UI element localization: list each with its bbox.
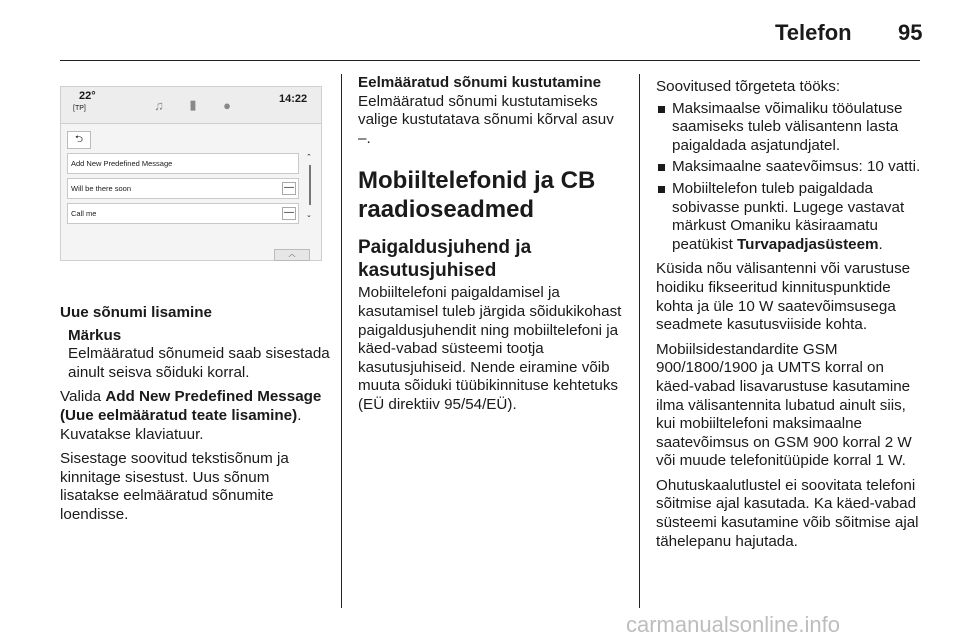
bold-reference: Turvapadjasüsteem — [737, 235, 879, 253]
list-item-text: Maksimaalse võimaliku tööulatuse saamiseks tuleb välisantenn lasta paigaldada asjatundjatel. — [672, 99, 903, 154]
section-title: Telefon — [775, 20, 852, 45]
list-item-text: Maksimaalne saatevõimsus: 10 vatti. — [672, 158, 921, 176]
note-title: Märkus — [68, 326, 122, 344]
bullet-square-icon — [658, 186, 665, 193]
header-rule — [60, 60, 920, 61]
list-item-end: . — [878, 235, 883, 253]
minus-icon: — — [284, 182, 294, 193]
bold-menu-item: Add New Predefined Message (Uue eelmääratud teate lisamine) — [60, 388, 322, 424]
screen-time: 14:22 — [279, 93, 308, 105]
screen-row-message-1 — [67, 178, 299, 199]
paragraph-enter-message: Sisestage soovitud tekstisõnum ja kinnitage sisestust. Uus sõnum lisatakse eelmääratud sõnumite loendisse. — [60, 450, 289, 523]
list-item — [656, 100, 924, 156]
column-divider-1 — [341, 74, 342, 608]
phone-icon: ▮ — [189, 97, 197, 112]
paragraph-safety: Ohutuskaalutlustel ei soovitata telefoni sõitmise ajal kasutada. Ka käed-vabad süsteemi kasutamine võib sõitmise ajal tähelepanu hajutada. — [656, 476, 919, 550]
music-note-icon: ♫ — [154, 97, 164, 113]
minus-icon: — — [284, 207, 294, 218]
paragraph-install: Mobiiltelefoni paigaldamisel ja kasutamisel tuleb järgida sõidukikohast paigaldusjuhendit ning mobiiltelefoni ja käed-vabad süsteemi tootja kasutusjuhiseid. Nende eiramine võib muuta sõiduki tüübikinnituse kehtetuks (EÜ direktiiv 95/54/EÜ). — [358, 284, 622, 413]
column-divider-2 — [639, 74, 640, 608]
infotainment-screen-image — [60, 86, 322, 261]
list-item-text: Mobiiltelefon tuleb paigaldada sobivasse punkti. Lugege vastavat märkust Omaniku käsiraamatu peatükist — [672, 179, 905, 253]
bullet-square-icon — [658, 164, 665, 171]
heading-mobile-phones: Mobiiltelefonid ja CB raadioseadmed — [358, 167, 596, 224]
column-2 — [358, 74, 630, 421]
column-3 — [656, 78, 924, 557]
note-text: Eelmääratud sõnumeid saab sisestada ainult seisva sõiduki korral. — [68, 345, 330, 381]
screen-row-add-message — [67, 153, 299, 174]
watermark: carmanualsonline.info — [626, 612, 841, 637]
column-1 — [60, 304, 330, 531]
screen-row-message-2 — [67, 203, 299, 224]
chevron-up-icon: ⌃ — [306, 154, 312, 161]
collapse-icon: ︿ — [274, 249, 310, 261]
scrollbar-thumb — [309, 165, 311, 205]
page-number: 95 — [898, 20, 923, 45]
heading-install-instructions: Paigaldusjuhend ja kasutusjuhised — [358, 237, 532, 282]
page-header — [0, 0, 960, 62]
paragraph-select-add — [60, 388, 330, 444]
list-item — [656, 180, 924, 254]
paragraph-delete: Eelmääratud sõnumi kustutamiseks valige kustutatava sõnumi kõrval asuv –. — [358, 92, 614, 147]
text-prefix: Valida — [60, 388, 106, 406]
paragraph-antenna: Küsida nõu välisantenni või varustuse hoidiku fikseeritud kinnituspunktide kohta ja üle 10 W saatevõimsusega seadmete kasutusviiside kohta. — [656, 260, 911, 334]
list-item — [656, 158, 924, 177]
screen-row-label: Add New Predefined Message — [71, 159, 173, 168]
screen-tp-indicator: [TP] — [73, 105, 86, 112]
text-suffix: . Kuvatakse klaviatuur. — [60, 406, 302, 443]
bullet-square-icon — [658, 106, 665, 113]
screen-scrollbar — [306, 153, 314, 223]
info-icon: ● — [223, 97, 231, 113]
heading-delete-message: Eelmääratud sõnumi kustutamine — [358, 74, 602, 91]
screen-status-bar — [61, 87, 321, 124]
chevron-down-icon: ⌄ — [306, 212, 312, 219]
screen-temperature: 22° — [79, 90, 96, 102]
paragraph-recommendations: Soovitused tõrgeteta tööks: — [656, 78, 841, 95]
paragraph-gsm: Mobiilsidestandardite GSM 900/1800/1900 ja UMTS korral on käed-vabad lisavarustuse kasutamine ilma välisantennita lubatud ainult siis, kui mobiiltelefoni maksimaalne saatevõimsus on GSM 900 korral 2 W või muude telefonitüüpide korral 1 W. — [656, 340, 912, 470]
back-icon: ⮌ — [67, 131, 91, 149]
screen-row-label: Will be there soon — [71, 184, 132, 193]
screen-row-label: Call me — [71, 209, 97, 218]
heading-add-message: Uue sõnumi lisamine — [60, 304, 212, 321]
recommendation-list — [656, 100, 924, 255]
note-box — [60, 327, 330, 383]
